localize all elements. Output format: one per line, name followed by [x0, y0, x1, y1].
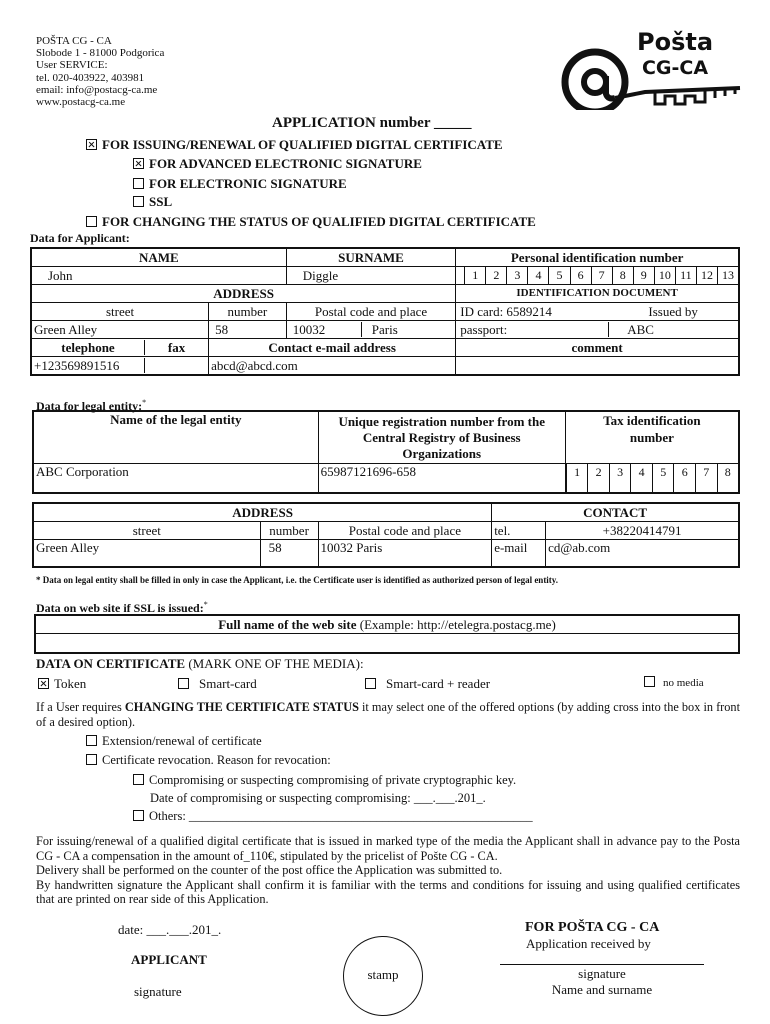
- applicant-postal-header: Postal code and place: [286, 303, 455, 321]
- applicant-id-row[interactable]: [456, 303, 739, 321]
- checkbox-icon[interactable]: [178, 678, 189, 689]
- applicant-comment-value[interactable]: [456, 357, 739, 376]
- option-changing[interactable]: [86, 214, 536, 229]
- option-ssl-label: SSL: [149, 194, 173, 209]
- applicant-surname-header: SURNAME: [286, 248, 455, 267]
- website-header-example: (Example: http://etelegra.postacg.me): [359, 617, 556, 632]
- legal-section-label-text: Data for legal entity:: [36, 399, 143, 413]
- terms-delivery: Delivery shall be performed on the counter of the post office the Application was submitted to.: [36, 863, 503, 877]
- terms-block: [36, 834, 740, 907]
- tax-digit-box[interactable]: 8: [717, 464, 739, 492]
- checkbox-icon[interactable]: [365, 678, 376, 689]
- applicant-pin-cell[interactable]: [456, 267, 739, 285]
- certificate-label: [36, 656, 364, 671]
- logo-line2: CG-CA: [641, 57, 709, 79]
- applicant-name-header: NAME: [31, 248, 286, 267]
- media-smartcard[interactable]: [178, 676, 257, 691]
- status-intro: [36, 700, 740, 729]
- tax-digit-grid: [566, 464, 738, 492]
- media-token-label: Token: [54, 676, 87, 691]
- website-value[interactable]: [35, 634, 739, 654]
- at-key-logo-icon: [555, 20, 745, 110]
- pin-digit-grid: [464, 267, 738, 284]
- legal-name-header: Name of the legal entity: [33, 411, 318, 464]
- status-revocation[interactable]: [86, 753, 331, 768]
- option-advanced[interactable]: [133, 156, 422, 171]
- tax-digit-box[interactable]: 1: [566, 464, 588, 492]
- posta-logo: [555, 20, 745, 110]
- legal-entity-table: [32, 410, 740, 494]
- option-electronic[interactable]: [133, 176, 347, 191]
- pin-digit-box[interactable]: 10: [654, 267, 675, 284]
- media-token[interactable]: [38, 676, 86, 691]
- applicant-comment-header: comment: [456, 339, 739, 357]
- applicant-number-value[interactable]: 58: [209, 321, 287, 339]
- org-service: User SERVICE:: [36, 59, 108, 72]
- applicant-tel-header: telephone: [32, 340, 145, 355]
- applicant-pin-header: Personal identification number: [456, 248, 739, 267]
- checkbox-icon[interactable]: [86, 735, 97, 746]
- legal-email-value[interactable]: cd@ab.com: [546, 540, 739, 568]
- status-revocation-label: Certificate revocation. Reason for revocation:: [102, 753, 331, 767]
- checkbox-icon[interactable]: [133, 196, 144, 207]
- applicant-table: [30, 247, 740, 376]
- applicant-email-header: Contact e-mail address: [209, 339, 456, 357]
- pin-digit-box[interactable]: 6: [570, 267, 591, 284]
- applicant-section-label: Data for Applicant:: [30, 231, 130, 245]
- footer-date: date: ___.___.201_.: [118, 922, 222, 937]
- applicant-id-doc-header: IDENTIFICATION DOCUMENT: [456, 285, 739, 303]
- applicant-street-header: street: [31, 303, 209, 321]
- pin-digit-box[interactable]: 11: [675, 267, 696, 284]
- legal-street-header: street: [33, 522, 260, 540]
- status-others-label: Others: _______________________________________________________: [149, 809, 533, 823]
- checkbox-icon[interactable]: [644, 676, 655, 687]
- website-asterisk: *: [203, 600, 208, 609]
- pin-digit-box[interactable]: 9: [633, 267, 654, 284]
- legal-number-header: number: [260, 522, 318, 540]
- stamp-label: stamp: [367, 967, 399, 982]
- checkbox-icon[interactable]: [86, 754, 97, 765]
- status-others[interactable]: [133, 809, 533, 824]
- status-intro-post: it may select one of the offered options (by adding cross into the box in front of a desired option).: [36, 700, 740, 729]
- status-date-line: Date of compromising or suspecting compromising: ___.___.201_.: [150, 791, 486, 805]
- applicant-passport-row[interactable]: [456, 321, 739, 339]
- checkbox-checked-icon[interactable]: [38, 678, 49, 689]
- option-ssl[interactable]: [133, 194, 172, 209]
- org-address: Slobode 1 - 81000 Podgorica: [36, 47, 165, 60]
- legal-number-value[interactable]: 58: [260, 540, 318, 568]
- applicant-address-header: ADDRESS: [31, 285, 456, 303]
- pin-digit-box[interactable]: 8: [612, 267, 633, 284]
- org-name: POŠTA CG - CA: [36, 35, 112, 47]
- pin-digit-box[interactable]: 5: [548, 267, 569, 284]
- legal-tax-cell[interactable]: [565, 464, 739, 494]
- pin-digit-box[interactable]: 1: [464, 267, 485, 284]
- footer-received: Application received by: [526, 936, 651, 951]
- pin-digit-box[interactable]: 4: [527, 267, 548, 284]
- media-smartcard-reader[interactable]: [365, 676, 490, 691]
- legal-asterisk: *: [142, 398, 147, 407]
- footer-signature-right: signature: [578, 966, 626, 981]
- applicant-name-value[interactable]: John: [31, 267, 286, 285]
- applicant-id-card[interactable]: ID card: 6589214: [460, 304, 552, 319]
- org-web: www.postacg-ca.me: [36, 96, 126, 109]
- footer-posta: FOR POŠTA CG - CA: [525, 920, 660, 935]
- pin-digit-box[interactable]: 12: [696, 267, 717, 284]
- org-tel: tel. 020-403922, 403981: [36, 71, 145, 84]
- applicant-place-value[interactable]: Paris: [371, 322, 398, 337]
- website-table: [34, 614, 740, 654]
- tax-digit-box[interactable]: 4: [630, 464, 652, 492]
- checkbox-checked-icon[interactable]: [133, 158, 144, 169]
- pin-digit-box[interactable]: 7: [591, 267, 612, 284]
- applicant-postal-cell[interactable]: [286, 321, 455, 339]
- applicant-surname-value[interactable]: Diggle: [286, 267, 455, 285]
- status-intro-bold: CHANGING THE CERTIFICATE STATUS: [124, 700, 359, 714]
- media-none[interactable]: [644, 676, 704, 691]
- tax-digit-box[interactable]: 5: [652, 464, 674, 492]
- tax-digit-box[interactable]: 2: [587, 464, 609, 492]
- legal-street-value[interactable]: Green Alley: [33, 540, 260, 568]
- applicant-fax-header: fax: [167, 340, 186, 355]
- status-intro-pre: If a User requires: [36, 700, 122, 714]
- applicant-postal-value[interactable]: 10032: [287, 322, 362, 337]
- legal-tel-label: tel.: [492, 522, 546, 540]
- applicant-fax-value[interactable]: [145, 358, 208, 373]
- footer-name-surname: Name and surname: [551, 982, 653, 997]
- legal-postal-header: Postal code and place: [318, 522, 492, 540]
- applicant-passport[interactable]: passport:: [456, 322, 609, 337]
- status-compromising-label: Compromising or suspecting compromising of private cryptographic key.: [149, 773, 517, 787]
- pin-digit-box[interactable]: 2: [485, 267, 506, 284]
- website-section-label-text: Data on web site if SSL is issued:: [36, 601, 204, 615]
- certificate-label-rest: (MARK ONE OF THE MEDIA):: [188, 656, 364, 671]
- tax-digit-box[interactable]: 6: [673, 464, 695, 492]
- tax-digit-box[interactable]: 3: [609, 464, 631, 492]
- signature-line: [500, 964, 704, 965]
- legal-address-table: [32, 502, 740, 568]
- status-extension-label: Extension/renewal of certificate: [102, 734, 262, 748]
- applicant-number-header: number: [209, 303, 287, 321]
- checkbox-icon[interactable]: [86, 216, 97, 227]
- application-title: APPLICATION number _____: [272, 115, 472, 131]
- legal-email-label: e-mail: [492, 540, 546, 568]
- option-issuing-label: FOR ISSUING/RENEWAL OF QUALIFIED DIGITAL CERTIFICATE: [102, 137, 503, 152]
- legal-postal-value[interactable]: 10032 Paris: [318, 540, 492, 568]
- legal-reg-header: Unique registration number from the Central Registry of Business Organizations: [318, 411, 565, 464]
- checkbox-icon[interactable]: [133, 774, 144, 785]
- org-email: email: info@postacg-ca.me: [36, 83, 158, 96]
- footer-signature-left: signature: [134, 984, 182, 999]
- logo-line1: Pošta: [636, 28, 714, 56]
- applicant-issued-value[interactable]: ABC: [627, 322, 654, 337]
- status-extension[interactable]: [86, 734, 262, 749]
- checkbox-icon[interactable]: [133, 810, 144, 821]
- website-header-bold: Full name of the web site: [218, 617, 357, 632]
- applicant-email-value[interactable]: abcd@abcd.com: [209, 357, 456, 376]
- legal-name-value[interactable]: ABC Corporation: [33, 464, 318, 494]
- pin-digit-box[interactable]: 13: [717, 267, 738, 284]
- applicant-tel-fax-cell[interactable]: [31, 357, 209, 376]
- footer-applicant: APPLICANT: [131, 952, 207, 967]
- status-compromising[interactable]: [133, 773, 516, 788]
- applicant-tel-value[interactable]: +123569891516: [32, 358, 145, 373]
- media-smartcard-label: Smart-card: [199, 676, 257, 691]
- legal-tel-value[interactable]: +38220414791: [546, 522, 739, 540]
- legal-contact-header: CONTACT: [492, 503, 739, 522]
- option-issuing[interactable]: [86, 137, 503, 152]
- applicant-street-value[interactable]: Green Alley: [31, 321, 209, 339]
- checkbox-icon[interactable]: [133, 178, 144, 189]
- option-advanced-label: FOR ADVANCED ELECTRONIC SIGNATURE: [149, 156, 422, 171]
- legal-address-header: ADDRESS: [33, 503, 492, 522]
- legal-reg-value[interactable]: 65987121696-658: [318, 464, 565, 494]
- terms-signature: By handwritten signature the Applicant shall confirm it is familiar with the terms and conditions for issuing and using qualified certificates that are printed on rear side of this Application.: [36, 877, 740, 906]
- checkbox-checked-icon[interactable]: [86, 139, 97, 150]
- media-none-label: no media: [663, 677, 704, 689]
- legal-tax-header: Tax identification number: [565, 411, 739, 464]
- org-contact-block: [36, 35, 164, 108]
- certificate-label-bold: DATA ON CERTIFICATE: [36, 656, 186, 671]
- media-smartcard-reader-label: Smart-card + reader: [386, 676, 491, 691]
- pin-digit-box[interactable]: 3: [506, 267, 527, 284]
- option-electronic-label: FOR ELECTRONIC SIGNATURE: [149, 176, 347, 191]
- tax-digit-box[interactable]: 7: [695, 464, 717, 492]
- option-changing-label: FOR CHANGING THE STATUS OF QUALIFIED DIGITAL CERTIFICATE: [102, 214, 536, 229]
- applicant-issued-header: Issued by: [648, 304, 698, 319]
- legal-footnote: * Data on legal entity shall be filled in only in case the Applicant, i.e. the Certificate user is identified as authorized person of legal entity.: [36, 575, 559, 585]
- website-header: [35, 615, 739, 634]
- applicant-tel-fax-header: [31, 339, 209, 357]
- terms-payment: For issuing/renewal of a qualified digital certificate that is issued in marked type of the media the Applicant shall in advance pay to the Posta CG - CA a compensation in the amount of_110€, stipulated by the pricelist of Pošte CG - CA.: [36, 834, 740, 863]
